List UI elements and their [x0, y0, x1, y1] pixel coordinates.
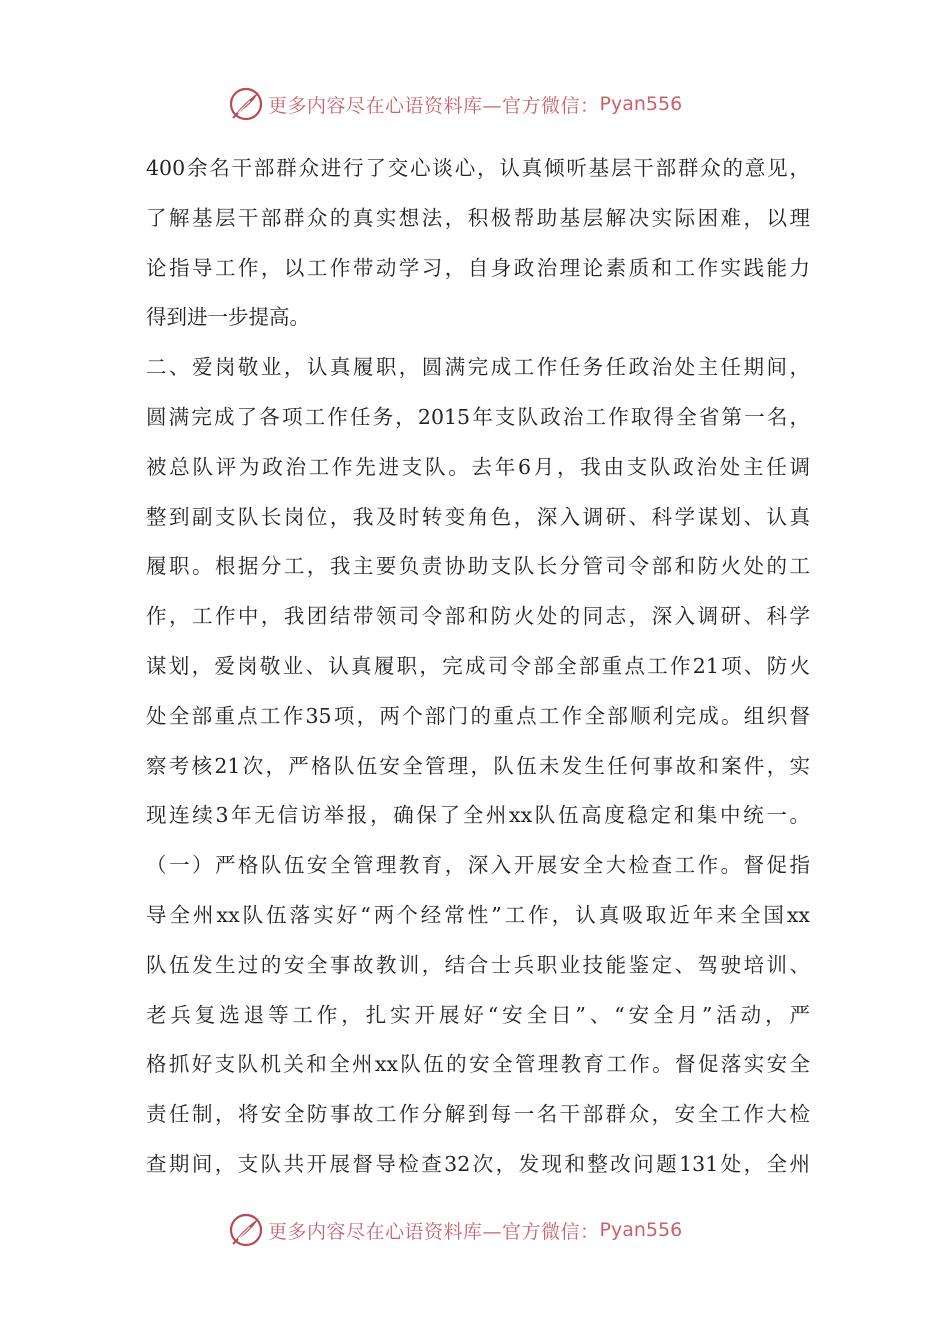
- quill-logo-icon: [228, 1212, 264, 1248]
- text-line: 处全部重点工作35项，两个部门的重点工作全部顺利完成。组织督: [146, 703, 810, 728]
- text-line: 察考核21次，严格队伍安全管理，队伍未发生任何事故和案件，实: [146, 753, 810, 778]
- subsection-heading-line: （一）严格队伍安全管理教育，深入开展安全大检查工作。督促指: [146, 853, 810, 878]
- text-line: 论指导工作，以工作带动学习，自身政治理论素质和工作实践能力: [146, 255, 810, 280]
- text-line: 了解基层干部群众的真实想法，积极帮助基层解决实际困难，以理: [146, 205, 810, 230]
- footer-watermark: [228, 1210, 682, 1250]
- text-line: 400余名干部群众进行了交心谈心，认真倾听基层干部群众的意见，: [146, 156, 810, 180]
- text-line: 导全州xx队伍落实好“两个经常性”工作，认真吸取近年来全国xx: [146, 902, 810, 927]
- text-line: 被总队评为政治工作先进支队。去年6月，我由支队政治处主任调: [146, 454, 810, 479]
- section-heading-line: 二、爱岗敬业，认真履职，圆满完成工作任务任政治处主任期间，: [146, 355, 810, 380]
- text-line: 现连续3年无信访举报，确保了全州xx队伍高度稳定和集中统一。: [146, 803, 810, 828]
- body-text: [146, 144, 810, 1190]
- text-line: 整到副支队长岗位，我及时转变角色，深入调研、科学谋划、认真: [146, 504, 810, 529]
- header-watermark: [228, 84, 682, 124]
- header-watermark-text: 更多内容尽在心语资料库—官方微信：: [268, 94, 600, 117]
- text-line: 谋划，爱岗敬业、认真履职，完成司令部全部重点工作21项、防火: [146, 653, 810, 678]
- footer-watermark-text: 更多内容尽在心语资料库—官方微信：: [268, 1220, 600, 1243]
- text-line: 圆满完成了各项工作任务，2015年支队政治工作取得全省第一名，: [146, 404, 810, 429]
- header-wechat-id: Pyan556: [599, 93, 683, 115]
- text-line: 作，工作中，我团结带领司令部和防火处的同志，深入调研、科学: [146, 604, 810, 629]
- text-line: 责任制，将安全防事故工作分解到每一名干部群众，安全工作大检: [146, 1102, 810, 1127]
- text-line: 履职。根据分工，我主要负责协助支队长分管司令部和防火处的工: [146, 554, 810, 579]
- text-line: 队伍发生过的安全事故教训，结合士兵职业技能鉴定、驾驶培训、: [146, 952, 810, 977]
- text-line: 得到进一步提高。: [146, 305, 310, 330]
- quill-logo-icon: [228, 86, 264, 122]
- text-line: 老兵复选退等工作，扎实开展好“安全日”、“安全月”活动，严: [146, 1002, 810, 1027]
- text-line: 查期间，支队共开展督导检查32次，发现和整改问题131处，全州: [146, 1151, 810, 1176]
- text-line: 格抓好支队机关和全州xx队伍的安全管理教育工作。督促落实安全: [146, 1052, 810, 1077]
- footer-wechat-id: Pyan556: [599, 1219, 683, 1241]
